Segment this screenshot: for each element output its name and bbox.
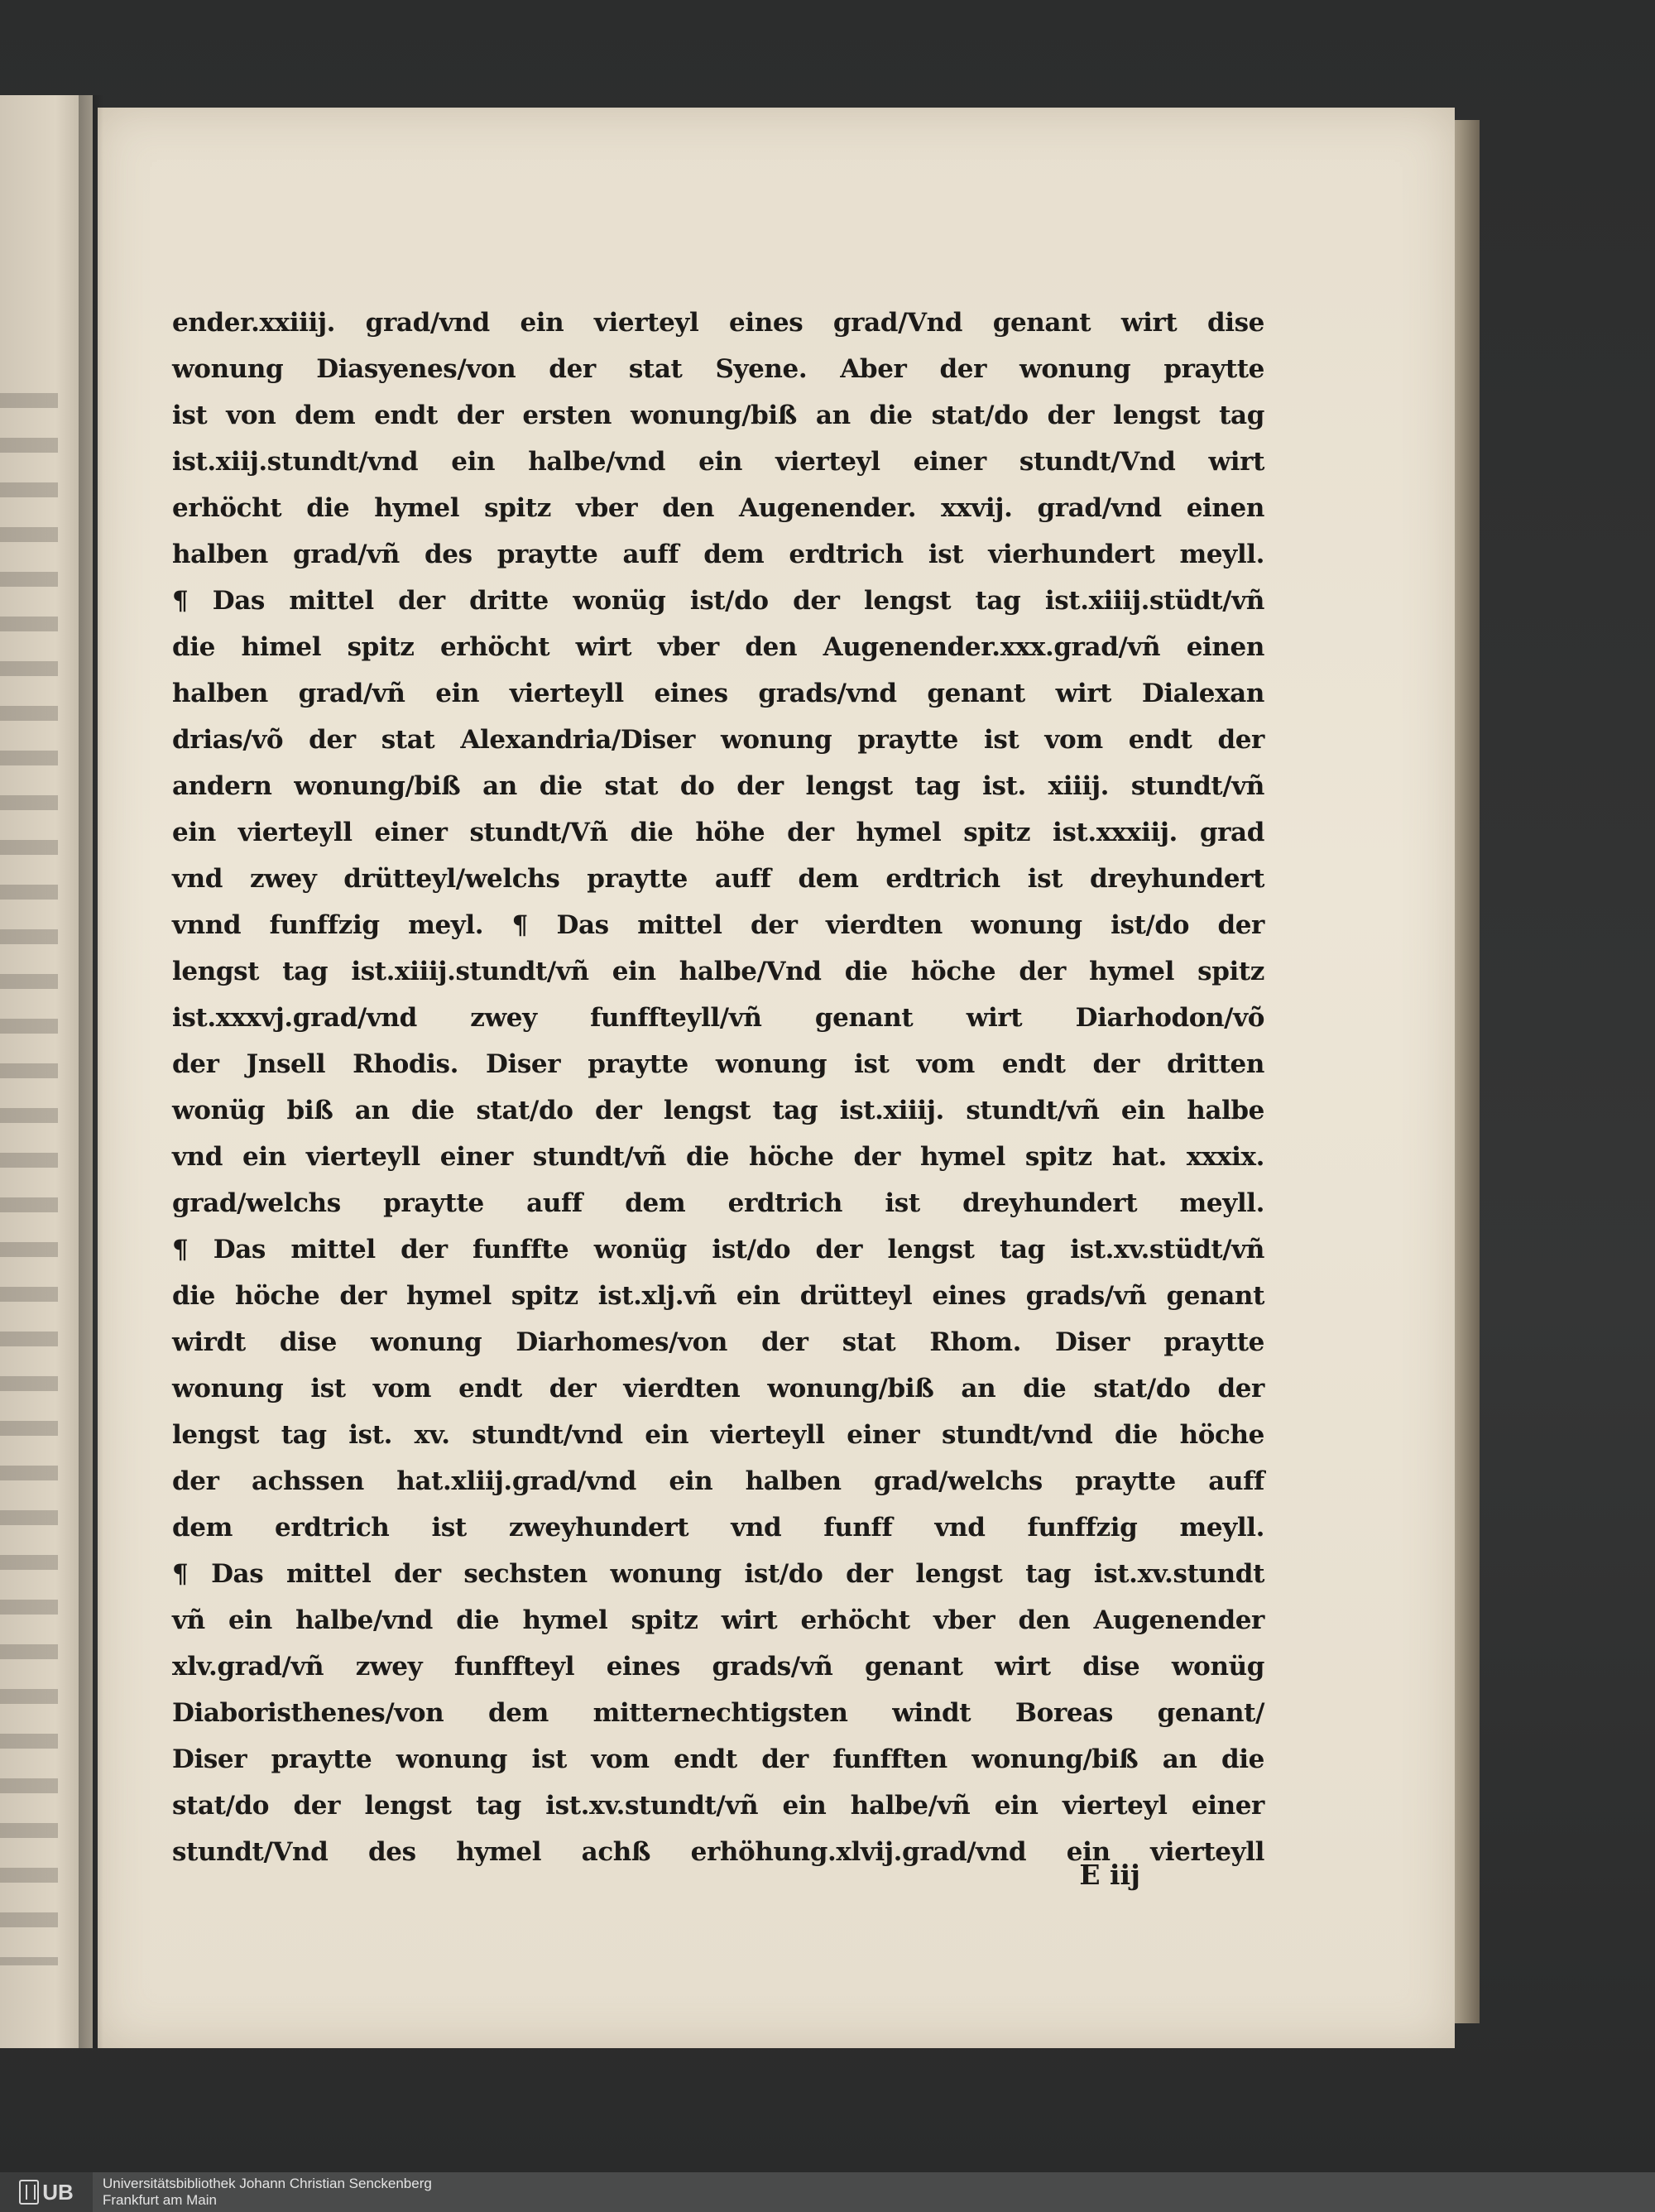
text-line: Diser praytte wonung ist vom endt der funfften wonung/biß an die (172, 1744, 1264, 1774)
text-line: die himel spitz erhöcht wirt vber den Augenender.xxx.grad/vñ einen (172, 632, 1264, 662)
facing-page-text-edge (0, 393, 58, 1965)
text-line: dem erdtrich ist zweyhundert vnd funff vnd funffzig meyll. (172, 1513, 1264, 1543)
text-line: wonung Diasyenes/von der stat Syene. Aber der wonung praytte (172, 354, 1264, 384)
book-icon (19, 2180, 39, 2205)
text-line: Diaboristhenes/von dem mitternechtigsten windt Boreas genant/ (172, 1698, 1264, 1728)
text-line: andern wonung/biß an die stat do der lengst tag ist. xiiij. stundt/vñ (172, 771, 1264, 801)
text-line: vnnd funffzig meyl. ¶ Das mittel der vierdten wonung ist/do der (172, 910, 1264, 940)
gutter-shadow (79, 95, 103, 2048)
library-name-line-2: Frankfurt am Main (103, 2192, 217, 2208)
text-line: ender.xxiiij. grad/vnd ein vierteyl eines grad/Vnd genant wirt dise (172, 308, 1264, 338)
library-name-line-1: Universitätsbibliothek Johann Christian Senckenberg (103, 2176, 432, 2191)
text-line: ist.xiij.stundt/vnd ein halbe/vnd ein vierteyl einer stundt/Vnd wirt (172, 447, 1264, 477)
text-line: lengst tag ist. xv. stundt/vnd ein vierteyll einer stundt/vnd die höche (172, 1420, 1264, 1450)
text-line: erhöcht die hymel spitz vber den Augenender. xxvij. grad/vnd einen (172, 493, 1264, 523)
text-line: stat/do der lengst tag ist.xv.stundt/vñ ein halbe/vñ ein vierteyl einer (172, 1791, 1264, 1821)
text-line: stundt/Vnd des hymel achß erhöhung.xlvij.grad/vnd ein vierteyll (172, 1837, 1264, 1867)
text-line: grad/welchs praytte auff dem erdtrich ist dreyhundert meyll. (172, 1188, 1264, 1218)
text-line: vñ ein halbe/vnd die hymel spitz wirt erhöcht vber den Augenender (172, 1605, 1264, 1635)
text-line: ¶ Das mittel der sechsten wonung ist/do der lengst tag ist.xv.stundt (172, 1559, 1264, 1589)
text-line: lengst tag ist.xiiij.stundt/vñ ein halbe/Vnd die höche der hymel spitz (172, 957, 1264, 986)
text-line: ist.xxxvj.grad/vnd zwey funffteyll/vñ genant wirt Diarhodon/võ (172, 1003, 1264, 1033)
logo-text: UB (42, 2179, 74, 2205)
text-line: vnd ein vierteyll einer stundt/vñ die höche der hymel spitz hat. xxxix. (172, 1142, 1264, 1172)
library-name (103, 2176, 432, 2209)
logo-group (19, 2180, 74, 2205)
text-line: xlv.grad/vñ zwey funffteyl eines grads/vñ genant wirt dise wonüg (172, 1652, 1264, 1682)
text-line: ¶ Das mittel der funffte wonüg ist/do der lengst tag ist.xv.stüdt/vñ (172, 1235, 1264, 1264)
text-line: wonüg biß an die stat/do der lengst tag ist.xiiij. stundt/vñ ein halbe (172, 1096, 1264, 1125)
text-line: halben grad/vñ des praytte auff dem erdtrich ist vierhundert meyll. (172, 540, 1264, 569)
text-line: ¶ Das mittel der dritte wonüg ist/do der lengst tag ist.xiiij.stüdt/vñ (172, 586, 1264, 616)
text-line: der Jnsell Rhodis. Diser praytte wonung ist vom endt der dritten (172, 1049, 1264, 1079)
text-line: ist von dem endt der ersten wonung/biß an die stat/do der lengst tag (172, 401, 1264, 430)
page-text-block (172, 300, 1264, 1875)
text-line: vnd zwey drütteyl/welchs praytte auff dem erdtrich ist dreyhundert (172, 864, 1264, 894)
text-line: drias/võ der stat Alexandria/Diser wonung praytte ist vom endt der (172, 725, 1264, 755)
text-line: wirdt dise wonung Diarhomes/von der stat Rhom. Diser praytte (172, 1327, 1264, 1357)
text-line: ein vierteyll einer stundt/Vñ die höhe der hymel spitz ist.xxxiij. grad (172, 818, 1264, 847)
signature-mark: E iij (1079, 1859, 1140, 1891)
text-line: der achssen hat.xliij.grad/vnd ein halben grad/welchs praytte auff (172, 1466, 1264, 1496)
text-line: die höche der hymel spitz ist.xlj.vñ ein drütteyl eines grads/vñ genant (172, 1281, 1264, 1311)
library-logo[interactable] (0, 2172, 93, 2212)
text-line: wonung ist vom endt der vierdten wonung/biß an die stat/do der (172, 1374, 1264, 1403)
footer-bar (0, 2172, 1655, 2212)
text-line: halben grad/vñ ein vierteyll eines grads/vnd genant wirt Dialexan (172, 679, 1264, 708)
